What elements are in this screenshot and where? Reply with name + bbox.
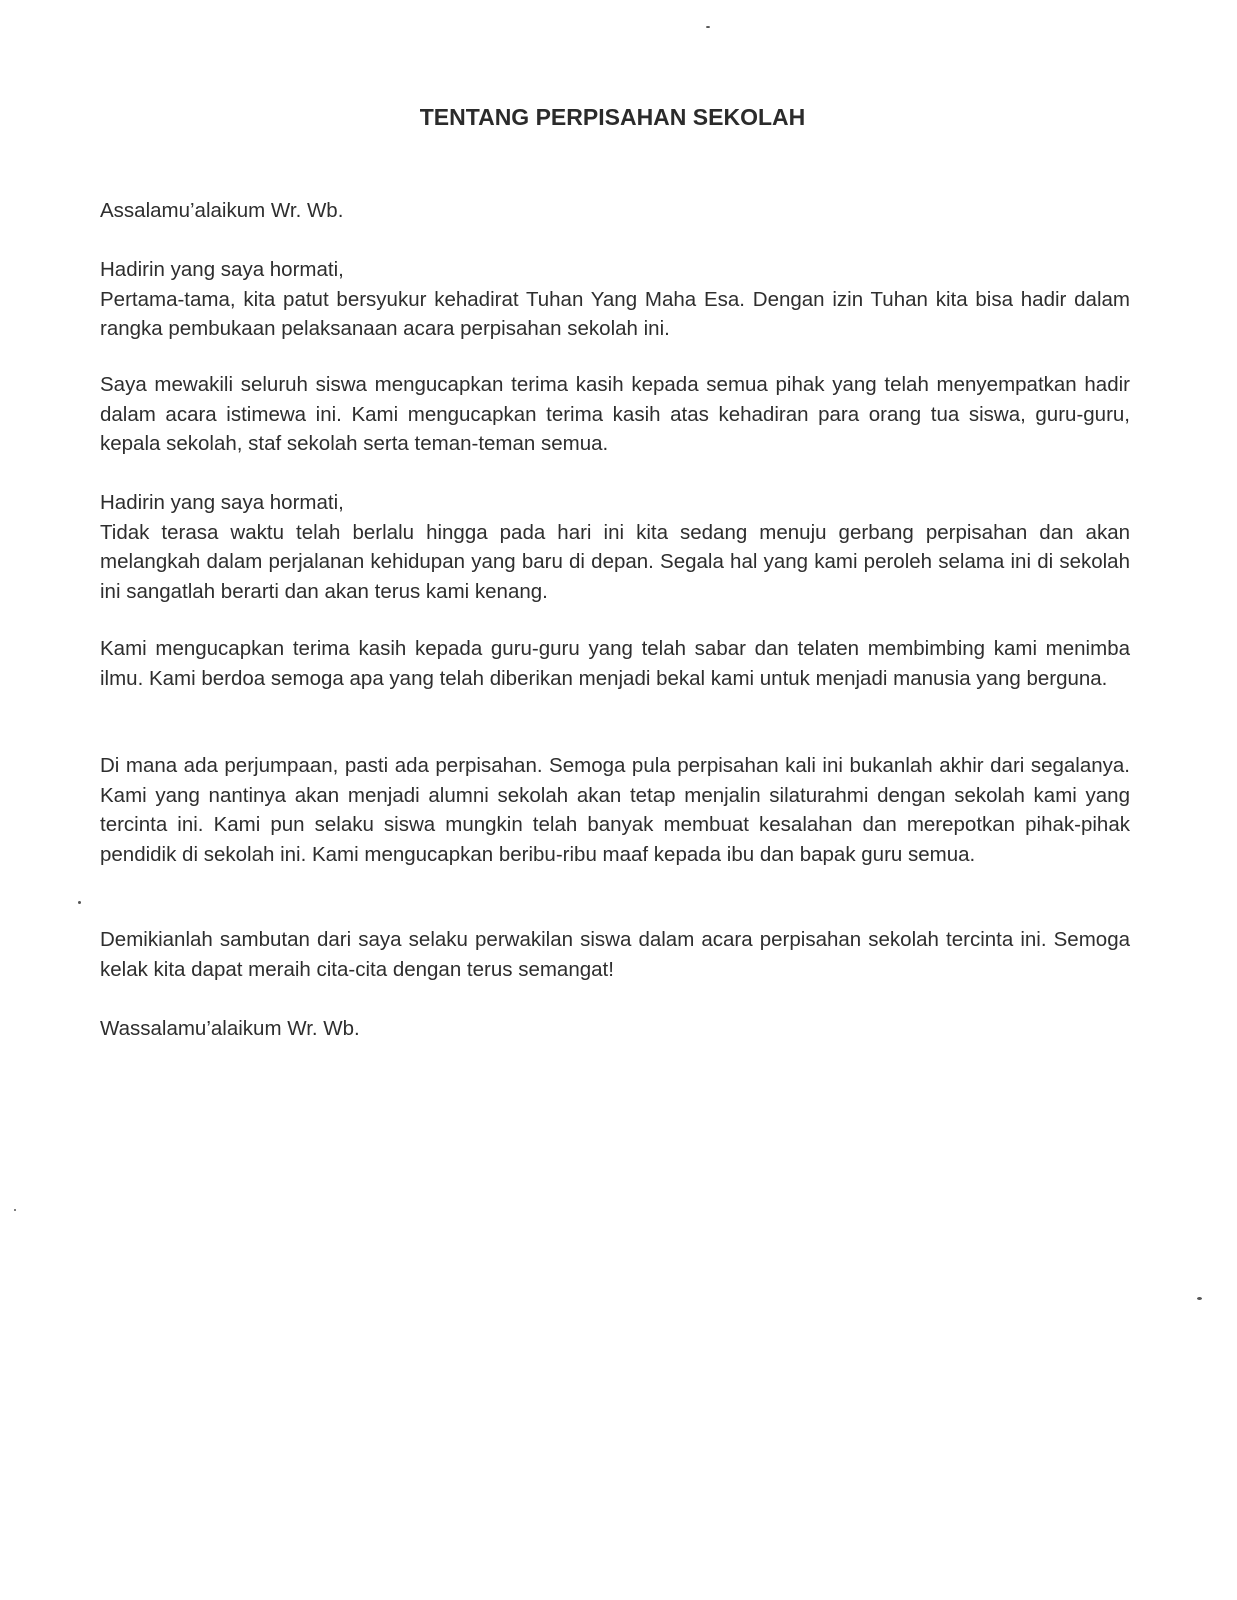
scan-speck	[706, 26, 710, 28]
paragraph-closing	[100, 925, 1130, 984]
opening-greeting-text: Assalamu’alaikum Wr. Wb.	[100, 199, 344, 222]
scan-speck	[78, 901, 81, 904]
scan-speck	[1197, 1297, 1202, 1300]
document-title: TENTANG PERPISAHAN SEKOLAH	[419, 104, 806, 130]
salutation-1: Hadirin yang saya hormati,	[100, 258, 344, 281]
opening-greeting	[100, 196, 1130, 226]
closing-greeting-text: Wassalamu’alaikum Wr. Wb.	[100, 1017, 360, 1040]
paragraph-1-text: Pertama-tama, kita patut bersyukur kehadirat Tuhan Yang Maha Esa. Dengan izin Tuhan kita bisa hadir dalam rangka pembukaan pelaksanaan acara perpisahan sekolah ini.	[100, 287, 1130, 340]
paragraph-3-text: Tidak terasa waktu telah berlalu hingga pada hari ini kita sedang menuju gerbang perpisahan dan akan melangkah dalam perjalanan kehidupan yang baru di depan. Segala hal yang kami peroleh selama ini di sekolah ini sangatlah berarti dan akan terus kami kenang.	[100, 520, 1130, 603]
paragraph-thanks	[100, 370, 1130, 459]
paragraph-farewell	[100, 751, 1130, 869]
paragraph-5-text: Di mana ada perjumpaan, pasti ada perpisahan. Semoga pula perpisahan kali ini bukanlah akhir dari segalanya. Kami yang nantinya akan menjadi alumni sekolah akan tetap menjalin silaturahmi dengan sekolah kami yang tercinta ini. Kami pun selaku siswa mungkin telah banyak membuat kesalahan dan merepotkan pihak-pihak pendidik di sekolah ini. Kami mengucapkan beribu-ribu maaf kepada ibu dan bapak guru semua.	[100, 754, 1130, 866]
paragraph-reflection	[100, 488, 1130, 606]
paragraph-teachers	[100, 634, 1130, 693]
paragraph-2-text: Saya mewakili seluruh siswa mengucapkan terima kasih kepada semua pihak yang telah menyempatkan hadir dalam acara istimewa ini. Kami mengucapkan terima kasih atas kehadiran para orang tua siswa, guru-guru, kepala sekolah, staf sekolah serta teman-teman semua.	[100, 373, 1130, 455]
closing-greeting	[100, 1014, 1130, 1044]
salutation-2: Hadirin yang saya hormati,	[100, 491, 344, 514]
paragraph-opening	[100, 255, 1130, 344]
paragraph-6-text: Demikianlah sambutan dari saya selaku perwakilan siswa dalam acara perpisahan sekolah tercinta ini. Semoga kelak kita dapat meraih cita-cita dengan terus semangat!	[100, 928, 1130, 981]
scan-speck	[14, 1209, 16, 1211]
paragraph-4-text: Kami mengucapkan terima kasih kepada guru-guru yang telah sabar dan telaten membimbing kami menimba ilmu. Kami berdoa semoga apa yang telah diberikan menjadi bekal kami untuk menjadi manusia yang berguna.	[100, 637, 1130, 690]
